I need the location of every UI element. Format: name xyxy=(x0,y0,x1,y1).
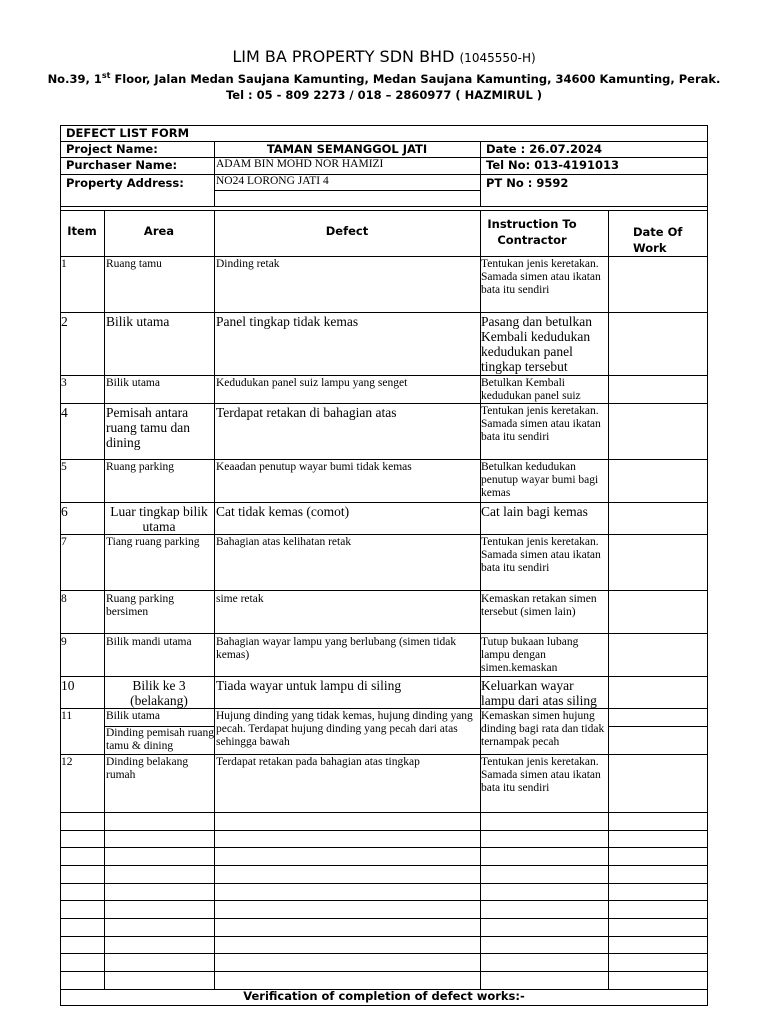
rule xyxy=(60,676,708,677)
row-7-defect: Bahagian atas kelihatan retak xyxy=(216,536,352,548)
row-2-defect: Panel tingkap tidak kemas xyxy=(216,314,359,329)
address-part-2: Floor, Jalan Medan Saujana Kamunting, Medan Saujana Kamunting, 34600 Kamunting, Perak. xyxy=(110,71,721,86)
row-6-defect: Cat tidak kemas (comot) xyxy=(216,504,350,519)
project-name-value: TAMAN SEMANGGOL JATI xyxy=(266,142,428,156)
company-name: LIM BA PROPERTY SDN BHD xyxy=(232,47,455,66)
rule xyxy=(214,190,480,191)
row-12-instruction: Tentukan jenis keretakan. Samada simen atau ikatan bata itu sendiri xyxy=(481,756,601,794)
row-12-item: 12 xyxy=(61,756,73,768)
row-8-instruction: Kemaskan retakan simen tersebut (simen lain) xyxy=(481,593,597,618)
form-date: Date : 26.07.2024 xyxy=(486,142,602,156)
rule xyxy=(608,210,609,989)
column-header-date-of-work: Date Of Work xyxy=(633,225,683,255)
row-3-defect: Kedudukan panel suiz lampu yang senget xyxy=(216,377,408,389)
row-5-item: 5 xyxy=(61,461,67,473)
rule xyxy=(60,936,708,937)
purchaser-name-value: ADAM BIN MOHD NOR HAMIZI xyxy=(216,158,384,170)
row-12-defect: Terdapat retakan pada bahagian atas tingkap xyxy=(216,756,420,768)
purchaser-name-label: Purchaser Name: xyxy=(66,158,178,172)
row-9-defect: Bahagian wayar lampu yang berlubang (simen tidak kemas) xyxy=(216,636,457,661)
row-4-item: 4 xyxy=(61,405,68,420)
row-4-instruction: Tentukan jenis keretakan. Samada simen atau ikatan bata itu sendiri xyxy=(481,405,601,443)
address-ordinal: st xyxy=(101,71,111,80)
rule xyxy=(60,590,708,591)
row-10-defect: Tiada wayar untuk lampu di siling xyxy=(216,678,402,693)
row-4-defect: Terdapat retakan di bahagian atas xyxy=(216,405,397,420)
form-title: DEFECT LIST FORM xyxy=(66,126,190,140)
row-2-instruction: Pasang dan betulkan Kembali kedudukan kedudukan panel tingkap tersebut xyxy=(481,314,592,375)
rule xyxy=(60,847,708,848)
column-header-defect: Defect xyxy=(325,224,369,238)
row-9-instruction: Tutup bukaan lubang lampu dengan simen.kemaskan xyxy=(481,636,579,674)
rule xyxy=(60,754,708,755)
row-9-area: Bilik mandi utama xyxy=(106,636,192,648)
row-9-item: 9 xyxy=(61,636,67,648)
rule xyxy=(214,210,215,989)
address-part-1: No.39, 1 xyxy=(47,71,102,86)
row-11-item: 11 xyxy=(61,710,73,722)
rule xyxy=(60,953,708,954)
verification-note: Verification of completion of defect works:- xyxy=(243,989,525,1003)
row-1-area: Ruang tamu xyxy=(106,258,162,270)
row-8-defect: sime retak xyxy=(216,593,264,605)
row-10-item: 10 xyxy=(61,678,75,693)
row-1-instruction: Tentukan jenis keretakan. Samada simen atau ikatan bata itu sendiri xyxy=(481,258,601,296)
column-header-instruction: Instruction To Contractor xyxy=(487,217,577,247)
rule xyxy=(60,918,708,919)
column-header-item: Item xyxy=(67,224,97,238)
row-12-area: Dinding belakang rumah xyxy=(106,756,189,781)
rule xyxy=(60,830,708,831)
row-1-defect: Dinding retak xyxy=(216,258,280,270)
row-5-defect: Keaadan penutup wayar bumi tidak kemas xyxy=(216,461,412,473)
property-address-value: NO24 LORONG JATI 4 xyxy=(216,175,329,187)
row-5-area: Ruang parking xyxy=(106,461,175,473)
property-address-label: Property Address: xyxy=(66,176,184,190)
rule xyxy=(60,900,708,901)
rule xyxy=(60,312,708,313)
row-3-item: 3 xyxy=(61,377,67,389)
row-3-area: Bilik utama xyxy=(106,377,160,389)
row-1-item: 1 xyxy=(61,258,67,270)
rule xyxy=(60,459,708,460)
company-reg-no: (1045550-H) xyxy=(459,51,536,65)
row-5-instruction: Betulkan kedudukan penutup wayar bumi bagi kemas xyxy=(481,461,599,499)
rule xyxy=(60,971,708,972)
company-address xyxy=(0,71,768,86)
rule xyxy=(60,375,708,376)
row-7-instruction: Tentukan jenis keretakan. Samada simen atau ikatan bata itu sendiri xyxy=(481,536,601,574)
row-8-item: 8 xyxy=(61,593,67,605)
row-11-area-secondary: Dinding pemisah ruang tamu & dining xyxy=(106,727,214,752)
row-7-item: 7 xyxy=(61,536,67,548)
company-name-line xyxy=(0,47,768,66)
rule xyxy=(104,210,105,989)
project-name-label: Project Name: xyxy=(66,142,158,156)
rule xyxy=(60,174,708,175)
row-10-area: Bilik ke 3 (belakang) xyxy=(130,678,188,709)
row-11-area: Bilik utama xyxy=(106,710,160,722)
rule xyxy=(60,865,708,866)
rule xyxy=(60,256,708,257)
company-telephone: Tel : 05 - 809 2273 / 018 – 2860977 ( HAZMIRUL ) xyxy=(225,88,543,102)
row-11-instruction: Kemaskan simen hujung dinding bagi rata dan tidak ternampak pecah xyxy=(481,710,605,748)
column-header-area: Area xyxy=(143,224,175,238)
rule xyxy=(60,210,708,211)
row-2-item: 2 xyxy=(61,314,68,329)
row-8-area: Ruang parking bersimen xyxy=(106,593,175,618)
row-11-defect: Hujung dinding yang tidak kemas, hujung dinding yang pecah. Terdapat hujung dinding yang pecah dari atas sehingga bawah xyxy=(216,710,473,748)
rule xyxy=(60,812,708,813)
row-6-item: 6 xyxy=(61,504,68,519)
row-3-instruction: Betulkan Kembali kedudukan panel suiz xyxy=(481,377,581,402)
pt-no: PT No : 9592 xyxy=(486,176,569,190)
row-4-area: Pemisah antara ruang tamu dan dining xyxy=(106,405,190,451)
rule xyxy=(60,206,708,207)
rule xyxy=(60,502,708,503)
row-7-area: Tiang ruang parking xyxy=(106,536,200,548)
row-2-area: Bilik utama xyxy=(106,314,170,329)
rule xyxy=(60,633,708,634)
rule xyxy=(480,141,481,206)
rule xyxy=(60,883,708,884)
rule xyxy=(608,726,708,727)
row-10-instruction: Keluarkan wayar lampu dari atas siling xyxy=(481,678,597,709)
row-6-instruction: Cat lain bagi kemas xyxy=(481,504,588,519)
purchaser-tel-no: Tel No: 013-4191013 xyxy=(486,158,619,172)
row-6-area: Luar tingkap bilik utama xyxy=(110,504,208,535)
rule xyxy=(60,403,708,404)
